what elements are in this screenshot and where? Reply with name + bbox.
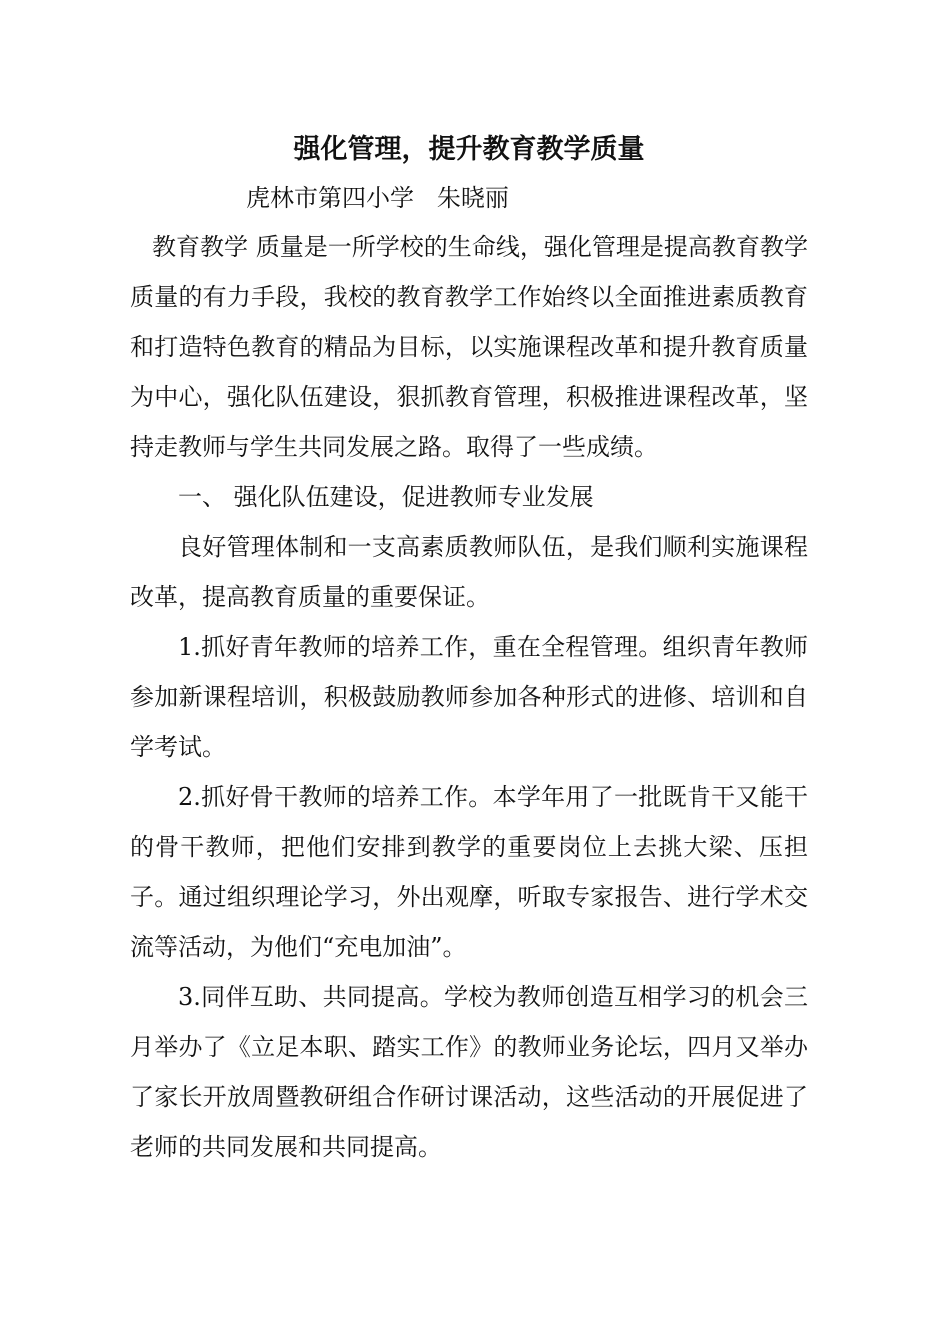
paragraph-item-1: 1.抓好青年教师的培养工作，重在全程管理。组织青年教师参加新课程培训，积极鼓励教师参加各种形式的进修、培训和自学考试。 <box>130 633 808 761</box>
paragraph-intro: 教育教学 质量是一所学校的生命线，强化管理是提高教育教学质量的有力手段，我校的教育教学工作始终以全面推进素质教育和打造特色教育的精品为目标，以实施课程改革和提升教育质量为中心，强化队伍建设，狠抓教育管理，积极推进课程改革，坚持走教师与学生共同发展之路。取得了一些成绩。 <box>130 233 808 461</box>
paragraph-item-2: 2.抓好骨干教师的培养工作。本学年用了一批既肯干又能干的骨干教师，把他们安排到教学的重要岗位上去挑大梁、压担子。通过组织理论学习，外出观摩，听取专家报告、进行学术交流等活动，为他们“充电加油”。 <box>130 783 808 961</box>
document-title: 强化管理，提升教育教学质量 <box>293 134 645 165</box>
document-author: 虎林市第四小学 朱晓丽 <box>246 184 509 212</box>
section-heading-1: 一、 强化队伍建设，促进教师专业发展 <box>178 483 594 511</box>
paragraph: 良好管理体制和一支高素质教师队伍，是我们顺利实施课程改革，提高教育质量的重要保证。 <box>130 533 808 611</box>
document-page <box>130 126 808 1172</box>
paragraph-item-3: 3.同伴互助、共同提高。学校为教师创造互相学习的机会三月举办了《立足本职、踏实工作》的教师业务论坛，四月又举办了家长开放周暨教研组合作研讨课活动，这些活动的开展促进了老师的共同发展和共同提高。 <box>130 983 808 1161</box>
